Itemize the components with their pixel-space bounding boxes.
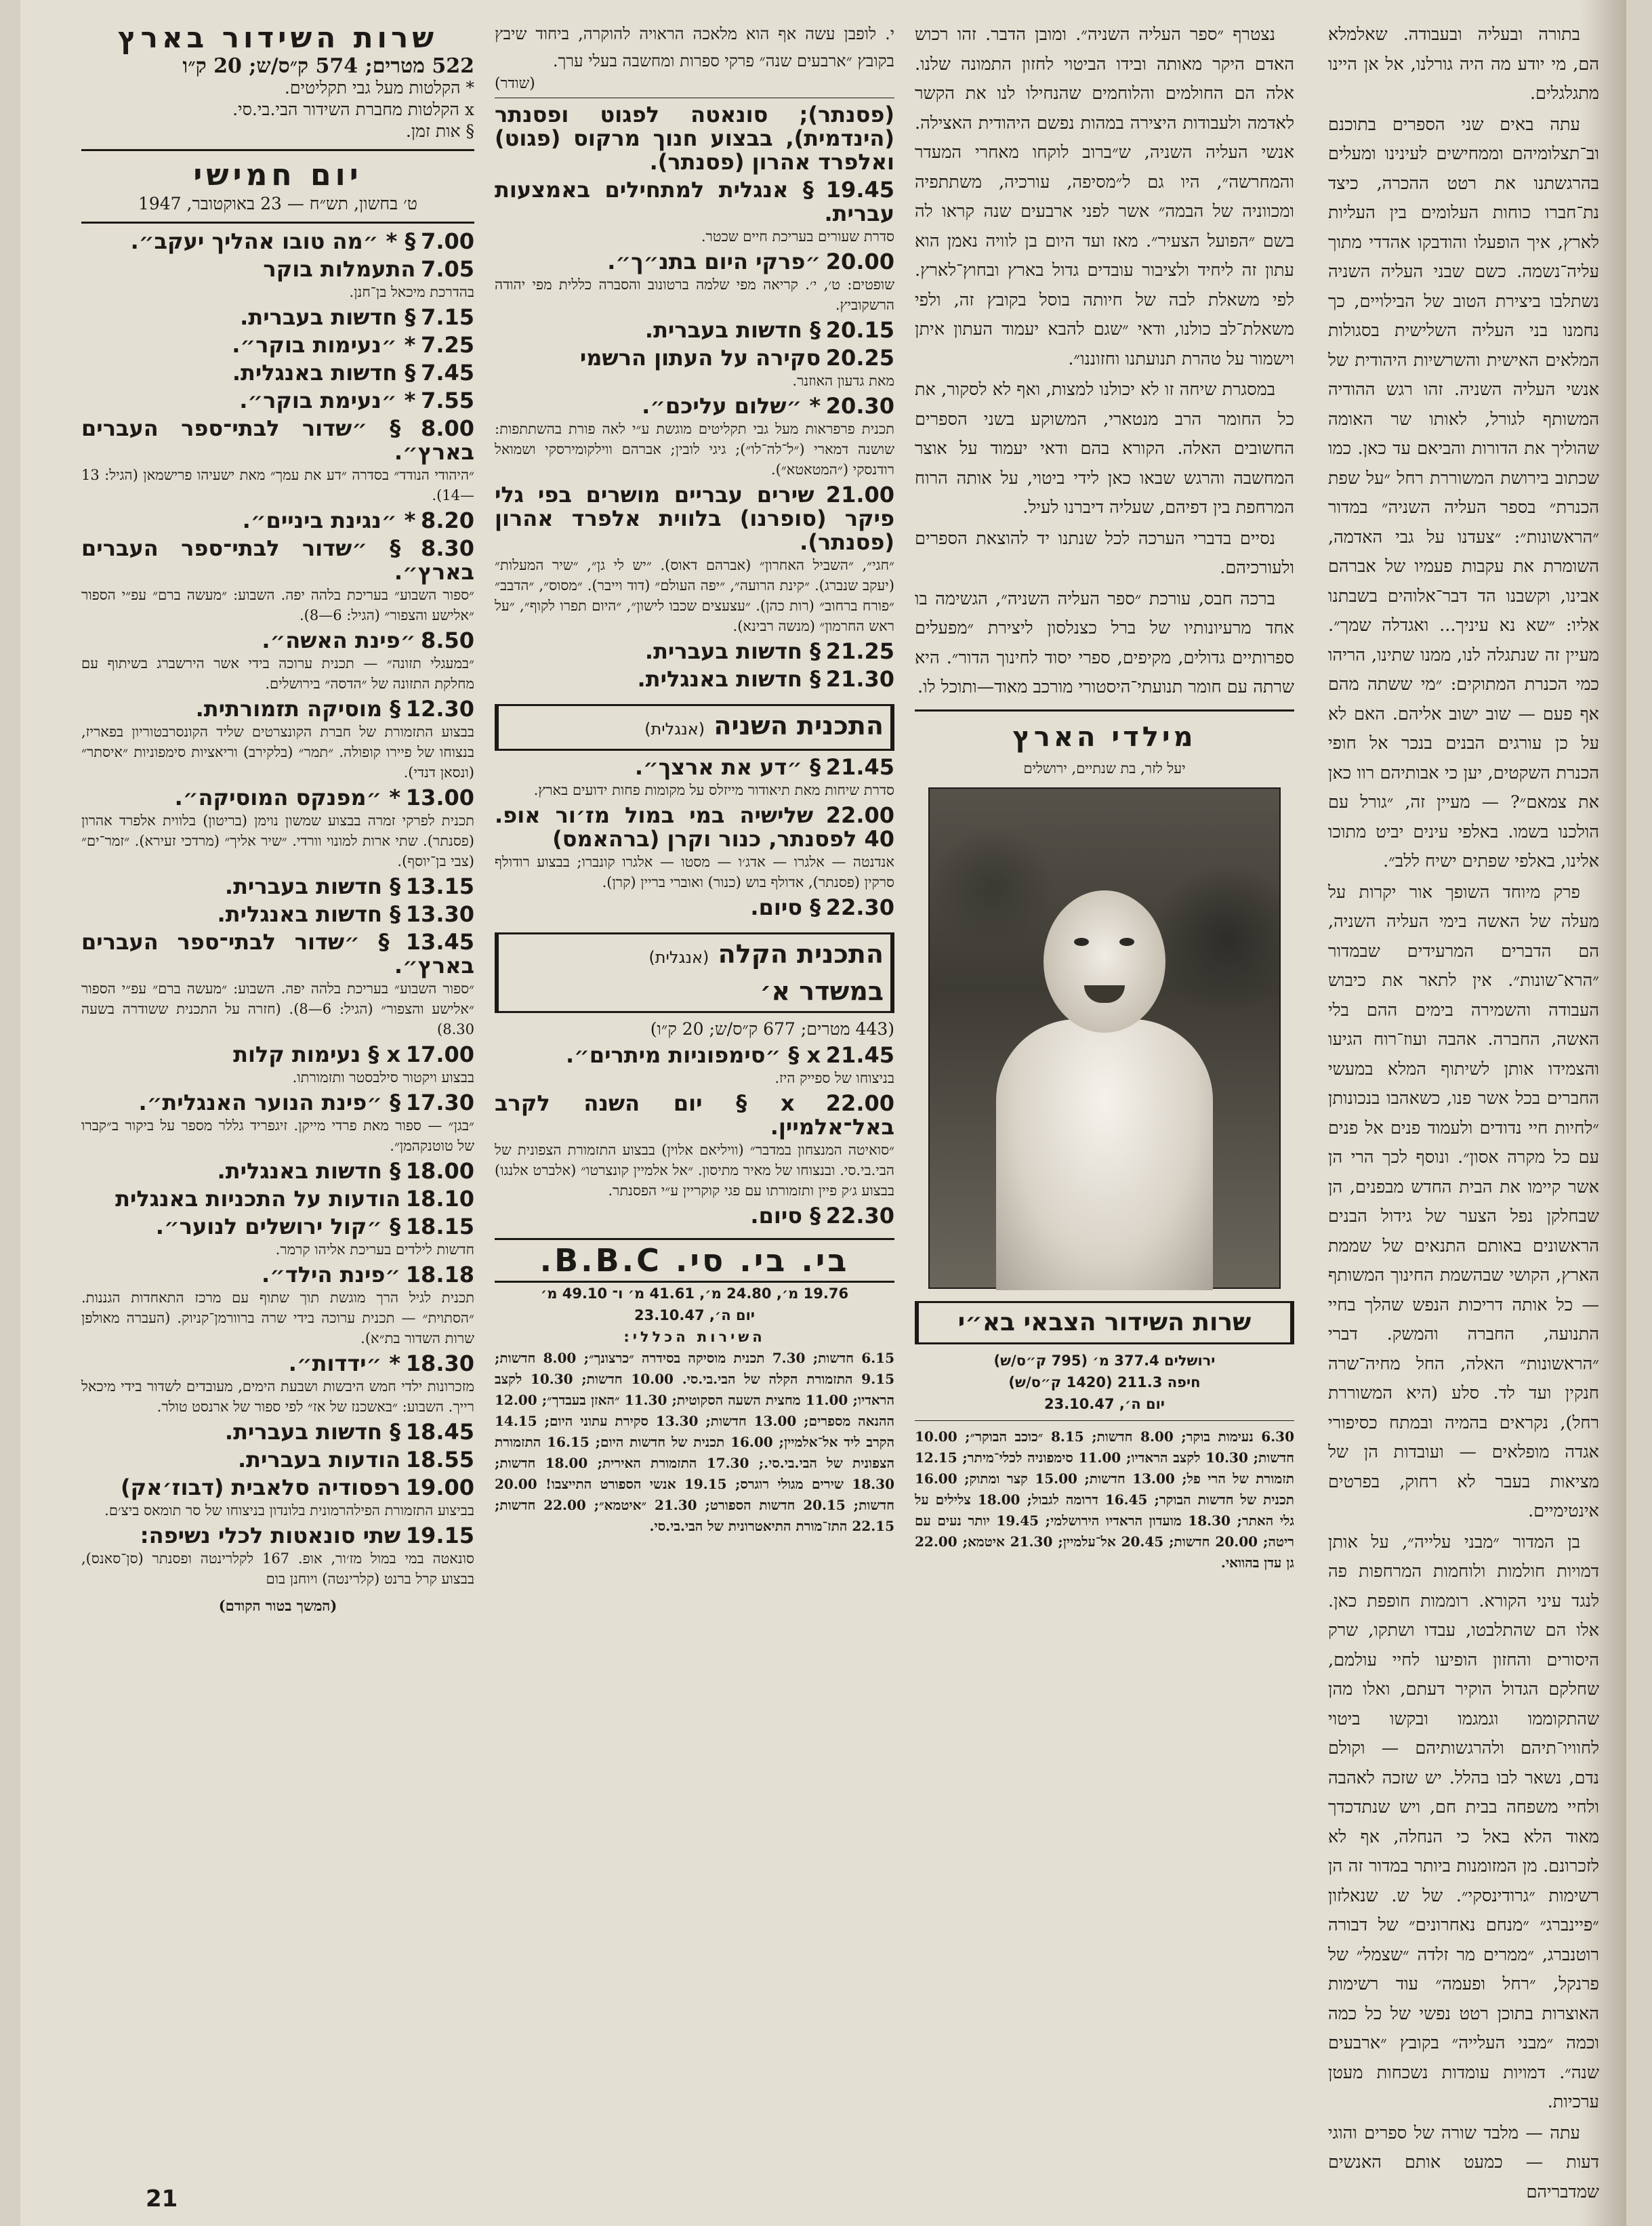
light-program-wave: (443 מטרים; 677 ק״ס/ש; 20 ק״ו) <box>650 1019 894 1039</box>
entry-time: 20.15 <box>825 317 894 343</box>
schedule-entry <box>81 510 474 533</box>
entry-time: 7.05 <box>421 256 474 282</box>
schedule-entry <box>81 1477 474 1521</box>
article-paragraph: נצטרף ״ספר העליה השניה״. ומובן הדבר. זהו רכוש האדם היקר מאותה ובידו הביטוי לחזון התמונה שלנו. אלה הם החולמים והלוחמים שהנחילו לנו את הקשר לאדמה ולעבודות היצירה במהות נפשם היהודית האצילה. אנשי העליה השניה, ש״ברוב לוקחו מאחרי המעדר והמחרשה״, היו גם ל״מסיפה, עורכיה, משתתפיה ומכווניה של הבמה״ אשר לפני ארבעים שנה קראו לה בשם ״הפועל הצעיר״. מאז ועד היום בן לוויה נאמן הוא עתון זה ליחיד ולציבור עובדים גדול בארץ ובחוץ־לארץ. לפי משאלת לבה של חיותה בוסל בקובץ זה, ולפי משאלת־לב כולנו, ודאי ״שגם להבא יעמוד העתון איתן וישמור על טהרת תנועתנו וחזוננו״. <box>915 24 1294 369</box>
entry-time: 13.45 <box>405 929 474 955</box>
entry-description: תכנית לפרקי זמרה בבצוע שמשון נוימן (בריטון) בלווית אלפרד אהרון (פסנתר). שתי ארות למונוי וורדי. ״שיר אליך״ (מרדכי זעירא). ״זמר־ים״ (צבי בן־יוסף). <box>81 812 474 869</box>
entry-description: סונאטה במי במול מז׳ור, אופ. 167 לקלרינטה ופסנתר (סן־סאנס), בבצוע קרל ברנט (קלרינטה) ויוחנן בום <box>81 1550 474 1587</box>
entry-title: § * ״מה טובו אהליך יעקב״. <box>130 228 416 254</box>
entry-title: התעמלות בוקר <box>263 256 416 282</box>
photo-face <box>1044 890 1165 1033</box>
schedule-entry <box>81 1188 474 1212</box>
schedule-entry <box>81 537 474 625</box>
entry-time: 7.15 <box>421 304 474 330</box>
entry-time: 18.30 <box>405 1351 474 1376</box>
article-paragraph: עתה באים שני הספרים בתוכנם וב־תצלומיהם וממחישים לעינינו ומעלים בהרגשתנו את רטט ההכרה, כיצד נת־חברו כוחות העלומים בין העליות לארץ, איך הופעלו והודבקו אהדדי מתוך עליה־נשמה. כשם שבני העליה השניה נשתלבו ביצירת הטוב של הבילויים, כך נחמנו בני העליה השלישית בסגולות המלאים האישית והשרשיות היהודית של אנשי העליה השניה. זהו רגש ההודיה המשותף לגורל, לאותו שר האומה שהוליך את הדורות והביאם עד כאן. כמו שכתוב בירושת המשוררת רחל ״על שפת הכנרת״ בספר העליה השניה״ במדור ״הראשונות״: ״צעדנו על גבי האדמה, השומרת את עקבות פעמיו של אברהם אבינו, וקשבנו הד דבר־אלוהים בשבתנו אליו: ״שא נא עיניך... ואגדלה שמך״. מעיין זה שנתגלה לנו, ממנו שתינו, הריהו כמי הכנרת המתוקים: ״מי ששתה מהם אף פעם — שוב ישוב אליהם. האם לא על כן עורגים הבנים בנכר אל חופי הכנרת השקטים, יען כי אבותיהם רוו כאן את צמאם״? — מעיין זה, ״גורל עם הולכנו בשמו. באלפי עינים יביט מתוכו אלינו, באלפי שפתים ישיח ללב״. <box>1328 114 1599 871</box>
schedule-entry <box>495 347 894 391</box>
article-paragraph: נסיים בדברי הערכה לכל שנתנו יד להוצאת הספרים ולעורכיהם. <box>915 528 1294 578</box>
entry-description: אנדנטה — אלגרו — אדג׳ו — מסטו — אלגרו קונברו; בבצוע רודולף סרקין (פסנתר), אדולף בוש (כנור) ואוברי בריין (קרן). <box>495 854 894 890</box>
article-continuation <box>915 20 1294 703</box>
entry-time: 22.30 <box>825 1203 894 1229</box>
entry-time: 12.30 <box>405 696 474 722</box>
schedule-column-second <box>495 20 894 2162</box>
entry-time: 20.25 <box>825 345 894 371</box>
divider <box>915 1420 1294 1421</box>
legend-records: * הקלטות מעל גבי תקליטים. <box>284 78 474 98</box>
entry-time: 22.00 <box>825 802 894 828</box>
light-program-title: התכנית הקלה <box>718 939 884 969</box>
schedule-entry <box>495 804 894 892</box>
entry-title: * ״ידדות״. <box>288 1351 401 1376</box>
entry-title: סקירה על העתון הרשמי <box>579 345 821 371</box>
schedule-entry <box>495 640 894 664</box>
schedule-entry <box>81 1525 474 1589</box>
schedule-entry <box>81 627 474 694</box>
schedule-entry <box>81 787 474 871</box>
entry-title: § מוסיקה תזמורתית. <box>195 696 401 722</box>
entry-time: 7.25 <box>421 332 474 358</box>
entry-title: הודעות בעברית. <box>238 1447 401 1472</box>
entry-time: 18.55 <box>405 1447 474 1472</box>
schedule-entry <box>495 1044 894 1088</box>
entry-time: 8.20 <box>421 508 474 533</box>
entry-title: ״פינת האשה״. <box>262 627 416 653</box>
entry-title: * ״מפנקס המוסיקה״. <box>174 785 401 810</box>
entry-title: § חדשות בעברית. <box>224 873 401 899</box>
schedule-entry <box>495 756 894 800</box>
entry-title: § סיום. <box>750 894 821 920</box>
entry-title: ״פרקי היום בתנ״ך״. <box>607 249 821 274</box>
schedule-entry <box>81 1216 474 1260</box>
legend-time-signal: § אות זמן. <box>405 121 474 141</box>
entry-title: § חדשות בעברית. <box>240 304 416 330</box>
military-radio-schedule: 6.30 נעימות בוקר; 8.00 חדשות; 8.15 ״כוכב הבוקר״; 10.00 חדשות; 10.30 לקצב הראדיו; 11.00 סימפוניה לכלי־מיתר; 12.15 תזמורת של הרי פל; 13.00 חדשות; 15.00 קצר ומתוק; 16.00 תכנית של חדשות הבוקר; 16.45 דרומה לגבול; 18.00 צלילים על גלי האתר; 18.30 מועדון הראדיו הירושלמי; 19.45 יותר נעים עם ריטה; 20.00 חדשות; 20.45 אל־עלמיין; 21.30 איטמא; 22.00 גן עדן בהוואי. <box>915 1428 1295 1571</box>
entry-time: 18.00 <box>405 1158 474 1184</box>
entry-description: בבצוע התזמורת של חברת הקונצרטים שליד הקונסרבטוריון בפאריז, בנצוחו של פיירו קופולה. ״תמר״ (בלקירב) וריאציות סימפוניות ״איסתר״ (ונסאן דנדי). <box>81 724 474 781</box>
entry-title: הודעות על התכניות באנגלית <box>115 1186 401 1212</box>
entry-description: חדשות לילדים בעריכת אליהו קרמר. <box>275 1241 474 1258</box>
entry-time: 18.10 <box>405 1186 474 1212</box>
entry-time: 7.45 <box>421 360 474 386</box>
program-two-list <box>495 756 894 920</box>
entry-title: רפסודיה סלאבית (דבוז׳אק) <box>120 1475 401 1500</box>
schedule-entry <box>81 334 474 358</box>
photo-dress <box>996 1019 1213 1290</box>
schedule-entry <box>495 896 894 920</box>
entry-title: x § יום השנה לקרב באל־אלמיין. <box>495 1090 894 1140</box>
entry-title: שלישיה במי במול מז׳ור אופ. 40 לפסנתר, כנור וקרן (ברהאמס) <box>495 802 894 852</box>
entry-description: מאת גדעון האוזנר. <box>792 373 894 389</box>
haifa-frequency: חיפה 211.3 (1420 ק״ס/ש) <box>1008 1374 1201 1390</box>
entry-title: x § נעימות קלות <box>233 1042 401 1067</box>
entry-time: 18.18 <box>405 1262 474 1287</box>
entry-description: ״במעגלי תזונה״ — תכנית ערוכה בידי אשר הירשברג בשיתוף עם מחלקת התזונה של ״הדסה״ בירושלים. <box>81 655 474 692</box>
entry-time: 7.00 <box>421 228 474 254</box>
divider <box>915 709 1294 712</box>
schedule-entry <box>81 306 474 330</box>
entry-title: § ״פינת הנוער האנגלית״. <box>138 1090 401 1115</box>
entry-description: ״ספור השבוע״ בעריכת בלהה יפה. השבוע: ״מעשה ברם״ עפ״י הספור ״אלישע והצפור״ (הגיל: 6—8). (חזרה על התכנית ששודרה בשעה 8.30) <box>81 981 475 1037</box>
entry-time: 21.45 <box>825 1042 894 1068</box>
entry-time: 19.45 <box>825 177 894 203</box>
schedule-entry <box>495 319 894 343</box>
article-paragraph: בתורה ובעליה ובעבודה. שאלמלא הם, מי יודע מה היה גורלנו, אל אן היינו מתגלגלים. <box>1328 24 1599 104</box>
program-two-title: התכנית השניה <box>714 711 884 741</box>
entry-description: ״בגן״ — ספור מאת פרדי מייקן. זיגפריד גללר מספר על ביקור ב״קברו של טוטנקהמן״. <box>81 1117 474 1154</box>
entry-description: בניצוחו של ספייק היז. <box>775 1070 894 1086</box>
photo-eye <box>1074 938 1089 946</box>
entry-time: 13.15 <box>405 873 474 899</box>
signature: (שודר) <box>495 75 535 92</box>
continued-note: (המשך בטור הקודם) <box>218 1597 337 1614</box>
entry-time: 7.55 <box>421 388 474 413</box>
entry-time: 18.45 <box>405 1419 474 1445</box>
entry-title: § חדשות באנגלית. <box>637 666 821 692</box>
entry-description: ״היהודי הנודד״ בסדרה ״דע את עמך״ מאת ישעיהו פרישמאן (הגיל: 13—14). <box>81 467 474 503</box>
entry-time: 21.25 <box>825 638 894 664</box>
entry-time: 8.50 <box>421 627 474 653</box>
day-title: יום חמישי <box>193 158 363 192</box>
photo-caption: יעל לזר, בת שנתיים, ירושלים <box>1023 760 1186 777</box>
article-paragraph: ברכה חבס, עורכת ״ספר העליה השניה״, הגשימה בו אחד מרעיונותיו של ברל כצנלסון ליצירת ״מפעלים ספרותיים גדולים, מקיפים, ספרי יסוד לחינוך הדור״. היא שרתה עם חומר תנועתי־היסטורי מורכב מאוד—ותוכל לו. <box>915 588 1294 697</box>
schedule-entry <box>81 1449 474 1472</box>
schedule-entry <box>81 1421 474 1445</box>
entry-time: 21.30 <box>825 666 894 692</box>
entry-description: סדרת שיחות מאת תיאודור מייזלס על מקומות פחות ידועים בארץ. <box>533 782 894 798</box>
newspaper-page <box>20 0 1626 2226</box>
military-radio-title: שרות השידור הצבאי בא״י <box>915 1301 1294 1344</box>
article-paragraph: פרק מיוחד השופך אור יקרות על מעלה של האשה בימי העליה השניה, הם הדברים המרעידים שבמדור ״הרא־שונות״. אין לתאר את כיבוש העבודה והשמירה בימים ההם בלי האשה, החברה. אהבה ועוז־רוח הגיעו והצמידו אותן לשיתוף המלא במעשי החברים בכל אשר פנו, כשאהבו בנכונותן ״לחיות חיי נדודים ולעמוד פנים אל פנים עם כל מקרה אסון״. ונוסף לכך הרי הן אשר קיימו את הבית החדש מבפנים, הן שבחלקן נפל הצער של גידול הבנים הראשונים באותם התנאים של שממת הארץ, הקושי שבהשמת החינוך המשותף — כל אותה דריכות הנפש שהלך בחיי התנועה, החברה והמשק. דברי ״הראשונות״ האלה, החל מחיה־שרה חנקין ועד לד. סלע (היא המשוררת רחל), נקראים בהמיה ובמתח כסיפורי אגדה מופלאים — ועובדות הן של מציאות בעבר לא רחוק, בפרטים אינטימיים. <box>1328 882 1599 1521</box>
entry-time: 13.30 <box>405 901 474 927</box>
entry-time: 21.45 <box>825 754 894 780</box>
schedule-entry <box>81 698 474 783</box>
schedule-entry <box>81 1092 474 1156</box>
entry-description: ״חגי״, ״השביל האחרון״ (אברהם דאוס). ״יש לי גן״, ״שיר המעלות״ (יעקב שנברג). ״קינת הרועה״, ״יפה העולם״ (דוד וייבר). ״מסוס״, ״הדבב״ ״פורח ברחוב״ (רות כהן). ״עצעצים שכבו לישון״, ״היום תפרו לקוף״, ״על ראש החרמון״ (מנשה רבינא). <box>495 557 894 634</box>
entry-description: בבצוע ויקטור סילבסטר ותזמורתו. <box>292 1069 474 1086</box>
schedule-entry <box>81 417 474 506</box>
entry-title: שירים עבריים מושרים בפי גלי פיקר (סופרנו) בלווית אלפרד אהרון (פסנתר). <box>495 482 894 555</box>
entry-time: 22.30 <box>825 894 894 920</box>
schedule-entry <box>495 1092 894 1201</box>
entry-title: * ״נעימת בוקר״. <box>239 388 416 413</box>
entry-title: * ״נעימות בוקר״. <box>232 332 416 358</box>
entry-title: § ״שדור לבתי־ספר העברים בארץ״. <box>81 929 474 978</box>
light-program-list <box>495 1044 894 1229</box>
entry-title: § ״שדור לבתי־ספר העברים בארץ״. <box>81 415 474 465</box>
entry-title: § אנגלית למתחילים באמצעות עברית. <box>495 177 894 226</box>
entry-title: * ״שלום עליכם״. <box>642 393 821 419</box>
entry-description: מזכרונות ילדי חמש היבשות ושבעת הימים, מעובדים לשדור בידי מיכאל רייך. השבוע: ״באשכנז של אז״ לפי ספור של ארנסט טולר. <box>81 1378 474 1415</box>
bbc-service: השירות הכללי: <box>623 1329 766 1345</box>
jerusalem-frequency: ירושלים 377.4 מ׳ (795 ק״ס/ש) <box>993 1352 1216 1369</box>
article-paragraph: במסגרת שיחה זו לא יכולנו למצות, ואף לא לסקור, את כל החומר הרב מנטארי, המשוקע בשני הספרים החשובים האלה. הקורא בהם ודאי יעמוד על אוצר המחשבה והרגש שבאו כאן לידי ביטוי, על אותה הרוח המרחפת בין דפיהם, שעליה דיברנו לעיל. <box>915 379 1294 518</box>
schedule-entry <box>81 903 474 927</box>
entry-time: 20.30 <box>825 393 894 419</box>
entry-title: § ״שדור לבתי־ספר העברים בארץ״. <box>81 535 474 585</box>
entry-title: § ״קול ירושלים לנוער״. <box>155 1214 401 1239</box>
schedule-entry <box>495 179 894 247</box>
article-paragraph: בן המדור ״מבני עלייה״, על אותן דמויות חולמות ולוחמות המרחפות פה לנגד עיני הקורא. רוממות חופפת כאן. אלו הם שהתלבטו, עבדו ושתקו, שרק היסורים והחזון הופיעו לחיי עולמם, שחלקם הגדול הוקיר דעתם, ואלו מהן שהתקוממו וגמגמו ובקשו ביטוי לחוויו־תיהם ולהרגשותיהם — וקולם נדם, נשאר לבו בהלל. יש שזכה לאהבה ולחיי משפחה בבית חם, ויש שנתדכדך מאוד הלא באל כי הנחלה, אף לא לזכרונם. מן המזומנות ביותר במדור זה הן רשימות ״גרודינסקי״. של ש. שנאלזון ״פיינברג״ ״מנחם נאחרונים״ של דבורה רוטנברג, ״ממרים מר זלדה ״שצמל״ של פרנקל, ״רחל ופעמה״ עוד רשימות האוצרות בתוכן רטט נפשי של כל כמה וכמה ״מבני העלייה״ בקובץ ״ארבעים שנה״. דמויות עומדות נשכחות מעטן ערכיות. <box>1328 1531 1599 2112</box>
entry-title: § חדשות באנגלית. <box>217 901 401 927</box>
schedule-entry <box>81 1160 474 1184</box>
entry-time: 17.00 <box>405 1042 474 1067</box>
entry-title: ״פינת הילד״. <box>262 1262 401 1287</box>
entry-time: 20.00 <box>825 249 894 274</box>
entry-title: (פסנתר); סונאטה לפגוט ופסנתר (הינדמית), בבצוע חנוך מרקוס (פגוט) ואלפרד אהרון (פסנתר). <box>495 102 894 175</box>
day-schedule-list <box>81 230 474 1589</box>
photo-mouth <box>1084 985 1125 1003</box>
schedule-entry <box>495 251 894 315</box>
entry-title: § ״דע את ארצך״. <box>634 754 821 780</box>
schedule-entry <box>495 484 894 636</box>
schedule-entry <box>81 1264 474 1348</box>
bbc-header: בי. בי. סי. B.B.C. <box>495 1238 894 1283</box>
entry-title: § סיום. <box>750 1203 821 1229</box>
entry-time: 13.00 <box>405 785 474 810</box>
schedule-entry <box>495 104 894 175</box>
divider <box>81 222 474 224</box>
schedule-entry <box>81 362 474 386</box>
entry-description: תכנית לגיל הרך מוגשת תוך שתוף עם מרכז התאחדות הגננות. ״הסתוית״ — תכנית ערוכה בידי שרה ברוורמן־קניוק. (העברה מאולפן שרות השדור בת״א). <box>81 1290 474 1346</box>
entry-title: § חדשות באנגלית. <box>232 360 416 386</box>
entry-time: 21.00 <box>825 482 895 508</box>
bbc-schedule: 6.15 חדשות; 7.30 תכנית מוסיקה בסידרה ״כרצונך״; 8.00 חדשות; 9.15 התזמורת הקלה של הבי.בי.סי. 10.00 חדשות; 10.30 לקצב הראדיו; 11.00 מחצית השעה הסקוטית; 11.30 ״האזן בעבדך״; 12.00 ההנאה מספרים; 13.00 חדשות; 13.30 סקירת עתוני היום; 14.15 הקרב ליד אל־אלמיין; 16.00 תכנית של חדשות היום; 16.15 התזמורת הצפונית של הבי.בי.סי.; 17.30 התזמורת האירית; 18.00 חדשות; 18.30 שירים מגולי רוגרס; 19.15 אנשי הספורט התייצבו! 20.00 חדשות; 20.15 חדשות הספורט; 21.30 ״איטמא״; 22.00 חדשות; 22.15 התז־מורת התיאטרונית של הבי.בי.סי. <box>495 1350 895 1534</box>
schedule-list <box>495 104 894 692</box>
photo-title: מילדי הארץ <box>1012 721 1197 753</box>
schedule-entry <box>495 395 894 480</box>
legend-bbc: x הקלטות מחברת השידור הבי.בי.סי. <box>232 100 474 119</box>
entry-time: 8.00 <box>421 415 474 441</box>
entry-time: 22.00 <box>825 1090 894 1116</box>
entry-time: 8.30 <box>421 535 474 561</box>
entry-description: בהדרכת מיכאל בן־חנן. <box>349 284 474 300</box>
entry-title: שתי סונאטות לכלי נשיפה: <box>140 1523 401 1548</box>
entry-title: § חדשות בעברית. <box>644 317 821 343</box>
schedule-entry <box>81 1044 474 1088</box>
schedule-entry <box>81 390 474 413</box>
article-ending: י. לופבן עשה אף הוא מלאכה הראויה להוקרה, ביחוד שיבץ בקובץ ״ארבעים שנה״ פרקי ספרות ומחשבה בעלי ערך. <box>495 24 895 70</box>
military-radio-date: יום ה׳, 23.10.47 <box>1044 1395 1165 1412</box>
entry-title: § חדשות באנגלית. <box>217 1158 401 1184</box>
entry-time: 19.15 <box>405 1523 474 1548</box>
program-two-lang: (אנגלית) <box>644 720 705 739</box>
entry-time: 19.00 <box>405 1475 474 1500</box>
child-photo <box>928 787 1281 1289</box>
bbc-waves: 19.76 מ׳, 24.80 מ׳, 41.61 מ׳ ו־ 49.10 מ׳ <box>540 1285 849 1302</box>
entry-time: 17.30 <box>405 1090 474 1115</box>
entry-description: שופטים: ט׳, י׳. קריאה מפי שלמה ברטונוב והסברה כללית מפי יהודה הרשקוביץ. <box>495 276 894 313</box>
schedule-entry <box>81 931 474 1039</box>
light-program-header <box>495 932 894 1013</box>
light-program-lang: (אנגלית) <box>648 948 709 967</box>
photo-eye <box>1119 938 1134 946</box>
entry-title: * ״נגינת ביניים״. <box>242 508 416 533</box>
article-paragraph: עתה — מלבד שורה של ספרים והוגי דעות — כמעט אותם האנשים שמדבריהם <box>1328 2122 1599 2202</box>
entry-description: סדרת שעורים בעריכת חיים שכטר. <box>701 228 894 245</box>
article-column-right <box>1328 20 1599 2202</box>
schedule-entry <box>495 1205 894 1229</box>
entry-description: ״סואיטה המנצחון במדבר״ (וויליאם אלוין) בבצוע התזמורת הצפונית של הבי.בי.סי. ובנצוחו של מאיר מתיסון. ״אל אלמיין קונצרטו״ (אלברט אלנגו) בבצוע ג׳ק פיין ותזמורתו עם פגי קוקריין ע״י הפסנתר. <box>495 1142 895 1199</box>
entry-description: תכנית פרפראות מעל גבי תקליטים מוגשת ע״י לאה פורת בהשתתפות: שושנה דמארי (״ל־לה־לו״); גיגי לובין; אברהם ווילקומירסקי ושמואל רודנסקי (״המטאטא״). <box>495 421 894 478</box>
broadcast-service-header: שרות השידור בארץ <box>117 21 438 54</box>
entry-description: בביצוע התזמורת הפילהרמונית בלונדון בניצוחו של סר תומאס ביצ׳ם. <box>104 1502 474 1519</box>
bbc-date: יום ה׳, 23.10.47 <box>634 1307 755 1323</box>
schedule-entry <box>81 875 474 899</box>
schedule-entry <box>81 230 474 254</box>
light-program-subtitle: במשדר א׳ <box>760 976 884 1006</box>
page-number: 21 <box>146 2185 178 2212</box>
schedule-entry <box>81 258 474 302</box>
entry-title: x § ״סימפוניות מיתרים״. <box>565 1042 821 1068</box>
program-two-header <box>495 704 894 751</box>
broadcast-wave: 522 מטרים; 574 ק״ס/ש; 20 ק״ו <box>182 54 474 78</box>
entry-title: § חדשות בעברית. <box>224 1419 401 1445</box>
article-column-middle <box>915 20 1294 2162</box>
schedule-column-main <box>81 20 474 2162</box>
schedule-entry <box>81 1353 474 1417</box>
schedule-entry <box>495 668 894 692</box>
entry-description: ״ספור השבוע״ בעריכת בלהה יפה. השבוע: ״מעשה ברם״ עפ״י הספור ״אלישע והצפור״ (הגיל: 6—8). <box>81 587 474 623</box>
divider <box>81 149 474 151</box>
entry-title: § חדשות בעברית. <box>644 638 821 664</box>
entry-time: 18.15 <box>405 1214 474 1239</box>
day-date: ט׳ בחשון, תש״ח — 23 באוקטובר, 1947 <box>138 194 418 213</box>
